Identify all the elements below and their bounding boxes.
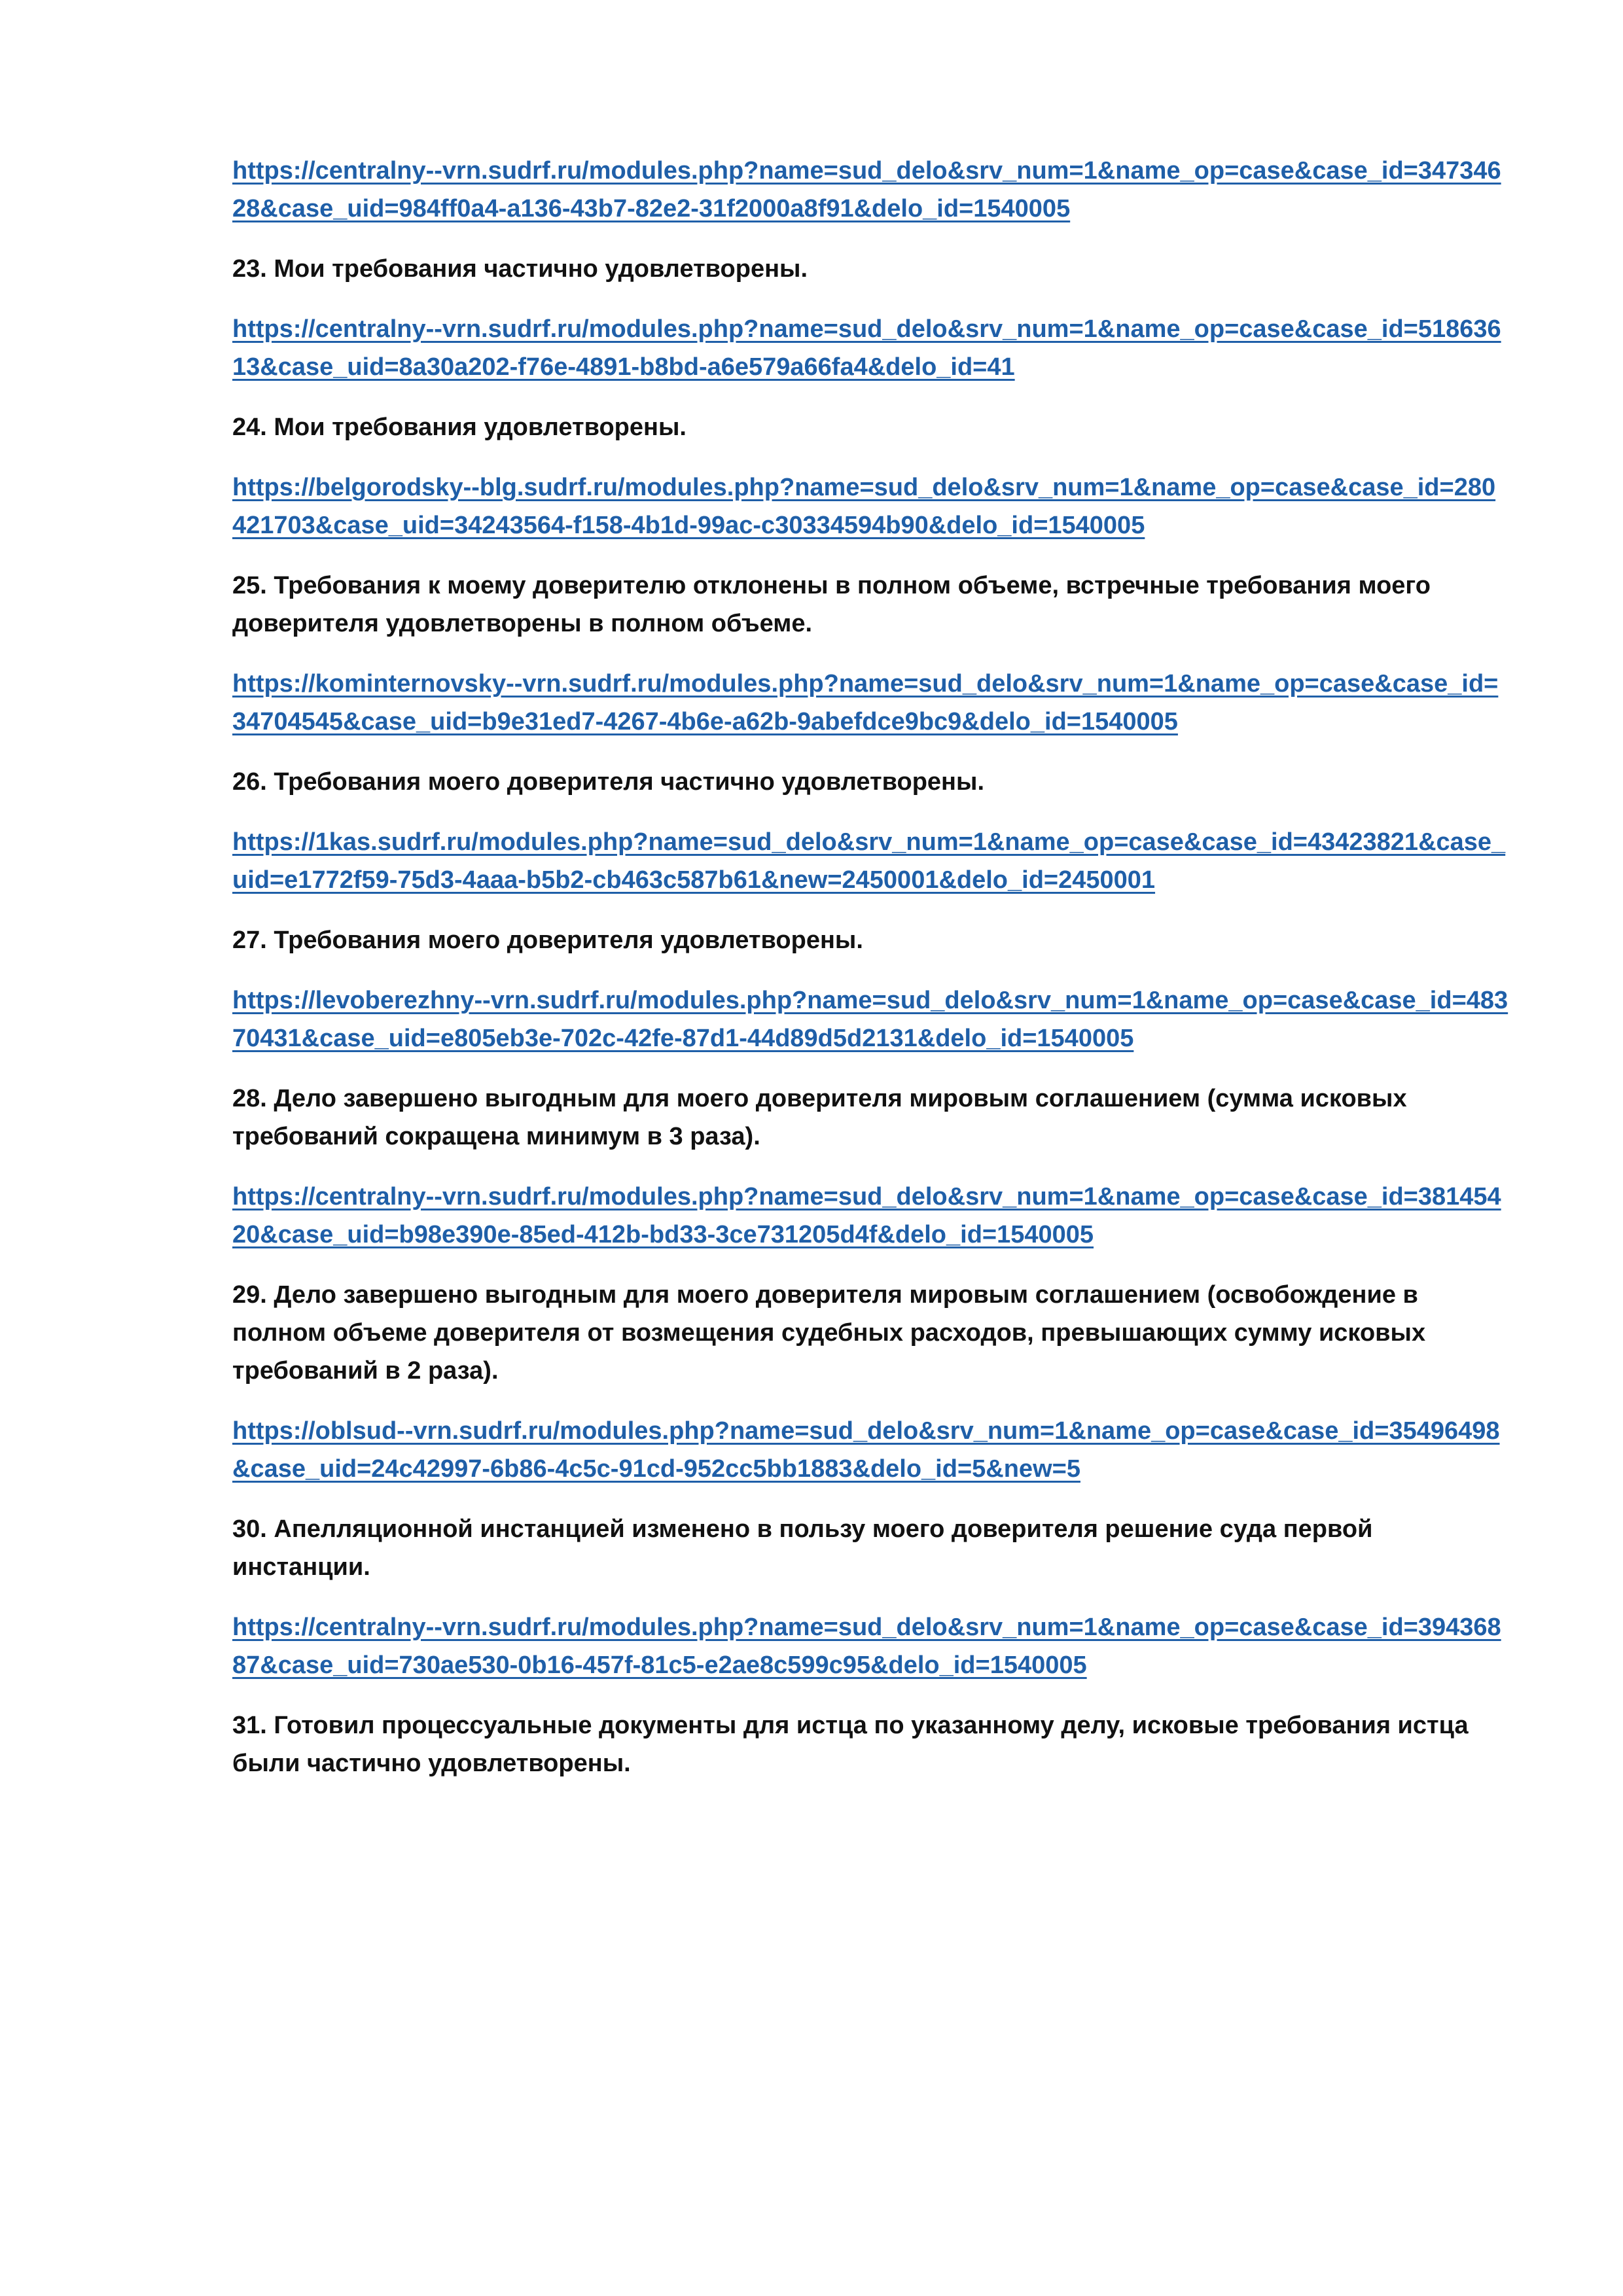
achievement-text: 31. Готовил процессуальные документы для истца по указанному делу, исковые требования истца были частично удовлетворены. (232, 1712, 1469, 1777)
achievement-text: 29. Дело завершено выгодным для моего доверителя мировым соглашением (освобождение в полном объеме доверителя от возмещения судебных расходов, превышающих сумму исковых требований в 2 раза). (232, 1281, 1426, 1385)
case-link[interactable]: https://kominternovsky--vrn.sudrf.ru/modules.php?name=sud_delo&srv_num=1&name_op=case&case_id=34704545&case_uid=b9e31ed7-4267-4b6e-a62b-9abefdce9bc9&delo_id=1540005 (232, 670, 1499, 735)
achievement-text: 27. Требования моего доверителя удовлетворены. (232, 927, 863, 954)
case-link[interactable]: https://centralny--vrn.sudrf.ru/modules.php?name=sud_delo&srv_num=1&name_op=case&case_id=38145420&case_uid=b98e390e-85ed-412b-bd33-3ce731205d4f&delo_id=1540005 (232, 1183, 1501, 1248)
case-link[interactable]: https://belgorodsky--blg.sudrf.ru/modules.php?name=sud_delo&srv_num=1&name_op=case&case_id=280421703&case_uid=34243564-f158-4b1d-99ac-c30334594b90&delo_id=1540005 (232, 474, 1496, 539)
case-link[interactable]: https://centralny--vrn.sudrf.ru/modules.php?name=sud_delo&srv_num=1&name_op=case&case_id=34734628&case_uid=984ff0a4-a136-43b7-82e2-31f2000a8f91&delo_id=1540005 (232, 157, 1501, 222)
achievement-text: 28. Дело завершено выгодным для моего доверителя мировым соглашением (сумма исковых требований сокращена минимум в 3 раза). (232, 1085, 1407, 1150)
achievement-text: 25. Требования к моему доверителю отклонены в полном объеме, встречные требования моего доверителя удовлетворены в полном объеме. (232, 572, 1431, 637)
achievement-text: 26. Требования моего доверителя частично удовлетворены. (232, 768, 984, 796)
achievement-text: 23. Мои требования частично удовлетворены. (232, 255, 808, 283)
case-link[interactable]: https://levoberezhny--vrn.sudrf.ru/modules.php?name=sud_delo&srv_num=1&name_op=case&case_id=48370431&case_uid=e805eb3e-702c-42fe-87d1-44d89d5d2131&delo_id=1540005 (232, 987, 1508, 1052)
achievement-text: 24. Мои требования удовлетворены. (232, 414, 687, 441)
case-link[interactable]: https://1kas.sudrf.ru/modules.php?name=sud_delo&srv_num=1&name_op=case&case_id=43423821&case_uid=e1772f59-75d3-4aaa-b5b2-cb463c587b61&new=2450001&delo_id=2450001 (232, 828, 1506, 894)
achievement-text: 30. Апелляционной инстанцией изменено в пользу моего доверителя решение суда первой инстанции. (232, 1515, 1373, 1581)
case-link[interactable]: https://oblsud--vrn.sudrf.ru/modules.php?name=sud_delo&srv_num=1&name_op=case&case_id=35496498&case_uid=24c42997-6b86-4c5c-91cd-952cc5bb1883&delo_id=5&new=5 (232, 1417, 1500, 1483)
document-page (232, 152, 1508, 1805)
case-link[interactable]: https://centralny--vrn.sudrf.ru/modules.php?name=sud_delo&srv_num=1&name_op=case&case_id=51863613&case_uid=8a30a202-f76e-4891-b8bd-a6e579a66fa4&delo_id=41 (232, 315, 1501, 381)
case-link[interactable]: https://centralny--vrn.sudrf.ru/modules.php?name=sud_delo&srv_num=1&name_op=case&case_id=39436887&case_uid=730ae530-0b16-457f-81c5-e2ae8c599c95&delo_id=1540005 (232, 1614, 1501, 1679)
